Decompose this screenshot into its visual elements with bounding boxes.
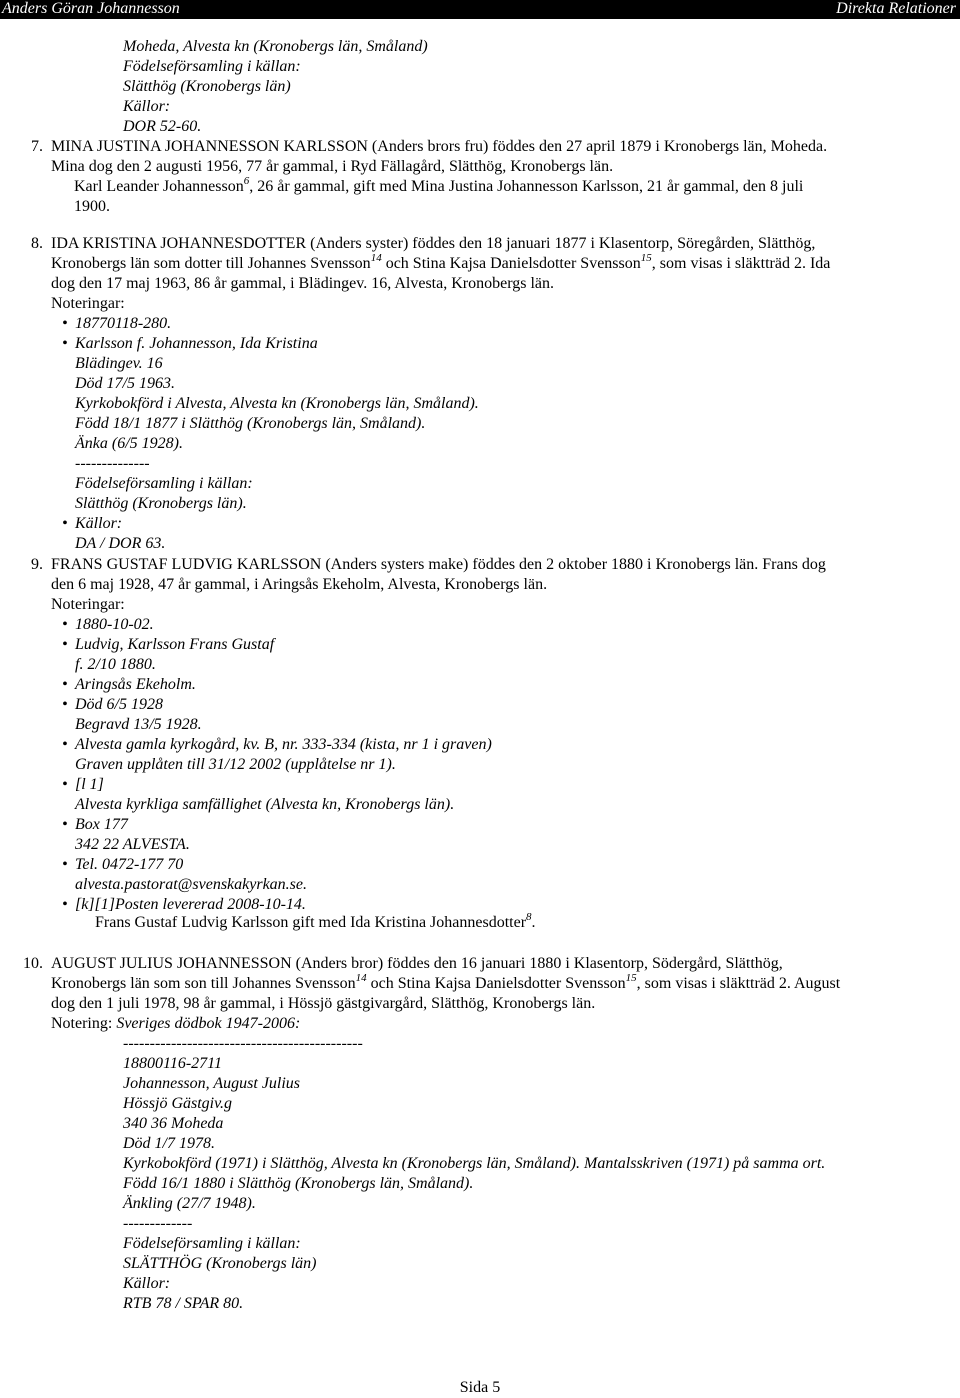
note-item: • Alvesta gamla kyrkogård, kv. B, nr. 333-334 (kista, nr 1 i graven) [62,736,492,753]
entry-text: Mina dog den 2 augusti 1956, 77 år gammal, i Ryd Fällagård, Slätthög, Kronobergs län. [51,158,614,175]
ref-number: 15 [625,971,637,984]
note-line: SLÄTTHÖG (Kronobergs län) [123,1255,317,1272]
entry-9-spouse [95,910,536,933]
note-line: RTB 78 / SPAR 80. [123,1295,244,1312]
entry-number: 9. [31,556,43,573]
entry-10-note [123,1034,825,1314]
continuation-line: Slätthög (Kronobergs län) [123,78,291,95]
note-item: • Karlsson f. Johannesson, Ida Kristina [62,335,318,352]
entry-text: MINA JUSTINA JOHANNESSON KARLSSON (Anders brors fru) föddes den 27 april 1879 i Kronobergs län, Moheda. [51,138,828,155]
note-line: Födelseförsamling i källan: [123,1235,301,1252]
note-item: • Källor: [62,515,123,532]
note-line: Hössjö Gästgiv.g [123,1095,233,1112]
note-line: f. 2/10 1880. [75,656,156,673]
notes-label: Noteringar: [51,295,125,312]
note-line: ------------- [123,1215,193,1232]
note-line: alvesta.pastorat@svenskakyrkan.se. [75,876,307,893]
ref-number: 6 [243,174,250,187]
note-line: Slätthög (Kronobergs län). [75,495,247,512]
continuation-line: Födelseförsamling i källan: [123,58,301,75]
note-item: • Tel. 0472-177 70 [62,856,184,873]
continuation-line: Moheda, Alvesta kn (Kronobergs län, Småland) [123,38,428,55]
page-header [0,0,960,19]
entry-text: dog den 17 maj 1963, 86 år gammal, i Blädingev. 16, Alvesta, Kronobergs län. [51,275,555,292]
note-line: 18800116-2711 [123,1055,222,1072]
note-line: Johannesson, August Julius [123,1075,301,1092]
entry-text: FRANS GUSTAF LUDVIG KARLSSON (Anders systers make) föddes den 2 oktober 1880 i Kronobergs län. Frans dog [51,556,826,573]
note-item: • Aringsås Ekeholm. [62,676,196,693]
note-line: Alvesta kyrkliga samfällighet (Alvesta kn, Kronobergs län). [75,796,455,813]
note-item: • [k][1]Posten levererad 2008-10-14. [62,896,306,913]
note-item: • Box 177 [62,816,128,833]
note-label: Notering: [51,1015,113,1032]
entry-text: AUGUST JULIUS JOHANNESSON (Anders bror) föddes den 16 januari 1880 i Klasentorp, Södergård, Slätthög, [51,955,783,972]
note-title: Sveriges dödbok 1947-2006: [116,1015,301,1032]
note-line: Födelseförsamling i källan: [75,475,253,492]
entry-7 [51,137,827,177]
notes-label: Noteringar: [51,596,125,613]
note-line: Död 17/5 1963. [75,375,175,392]
note-line: Änkling (27/7 1948). [123,1195,256,1212]
entry-9-notes [62,615,492,915]
entry-text: IDA KRISTINA JOHANNESDOTTER (Anders syster) föddes den 18 januari 1877 i Klasentorp, Söregården, Slätthög, [51,235,816,252]
note-line: Källor: [123,1275,171,1292]
continuation-line: DOR 52-60. [123,118,202,135]
spouse-text: Karl Leander Johannesson$^6$, 26 år gammal, gift med Mina Justina Johannesson Karlsson, 21 år gammal, den 8 juli [74,174,804,195]
entry-text: den 6 maj 1928, 47 år gammal, i Aringsås Ekeholm, Alvesta, Kronobergs län. [51,576,548,593]
note-line: --------------------------------------------- [123,1035,363,1052]
note-line: Blädingev. 16 [75,355,163,372]
ref-number: 8 [526,910,532,923]
spouse-text: 1900. [74,198,110,215]
note-line: 342 22 ALVESTA. [75,836,190,853]
entry-text: Kronobergs län som dotter till Johannes Svensson$^{14}$ och Stina Kajsa Danielsdotter Svensson$^{15}$, som visas i släktträd 2. Ida [51,251,831,272]
note-line: 340 36 Moheda [123,1115,224,1132]
continuation-block [123,37,428,137]
note-line: Död 1/7 1978. [123,1135,215,1152]
note-header [51,1014,840,1034]
entry-7-spouse [74,174,804,217]
entry-number: 7. [31,138,43,155]
entry-number: 10. [23,955,43,972]
note-line: -------------- [75,455,150,472]
note-item: • 1880-10-02. [62,616,154,633]
entry-number: 8. [31,235,43,252]
note-line: Begravd 13/5 1928. [75,716,202,733]
note-line: Änka (6/5 1928). [75,435,183,452]
entry-9 [51,555,826,615]
entry-text: Kronobergs län som son till Johannes Svensson$^{14}$ och Stina Kajsa Danielsdotter Svensson$^{15}$, som visas i släktträd 2. August [51,971,841,992]
continuation-line: Källor: [123,98,171,115]
note-item: • Ludvig, Karlsson Frans Gustaf [62,636,275,653]
ref-number: 14 [355,971,367,984]
note-item: • Död 6/5 1928 [62,696,163,713]
entry-text: dog den 1 juli 1978, 98 år gammal, i Hössjö gästgivargård, Slätthög, Kronobergs län. [51,995,596,1012]
page-number: Sida 5 [459,1379,501,1396]
note-line: Kyrkobokförd i Alvesta, Alvesta kn (Kronobergs län, Småland). [75,395,479,412]
spouse-text: Frans Gustaf Ludvig Karlsson gift med Ida Kristina Johannesdotter$^8$. [95,910,536,931]
entry-8-notes [62,314,479,554]
entry-10 [51,954,840,1034]
note-line: Född 16/1 1880 i Slätthög (Kronobergs län, Småland). [123,1175,474,1192]
ref-number: 14 [370,251,382,264]
entry-8 [51,234,830,314]
header-author: Anders Göran Johannesson [2,0,180,17]
note-line: Kyrkobokförd (1971) i Slätthög, Alvesta kn (Kronobergs län, Småland). Mantalsskriven (1971) på samma ort. [123,1155,826,1172]
note-item: • 18770118-280. [62,315,172,332]
note-line: Född 18/1 1877 i Slätthög (Kronobergs län, Småland). [75,415,426,432]
header-report-title: Direkta Relationer [836,0,956,17]
note-line: Graven upplåten till 31/12 2002 (upplåtelse nr 1). [75,756,396,773]
note-line: DA / DOR 63. [75,535,166,552]
note-item: • [l 1] [62,776,104,793]
ref-number: 15 [640,251,652,264]
